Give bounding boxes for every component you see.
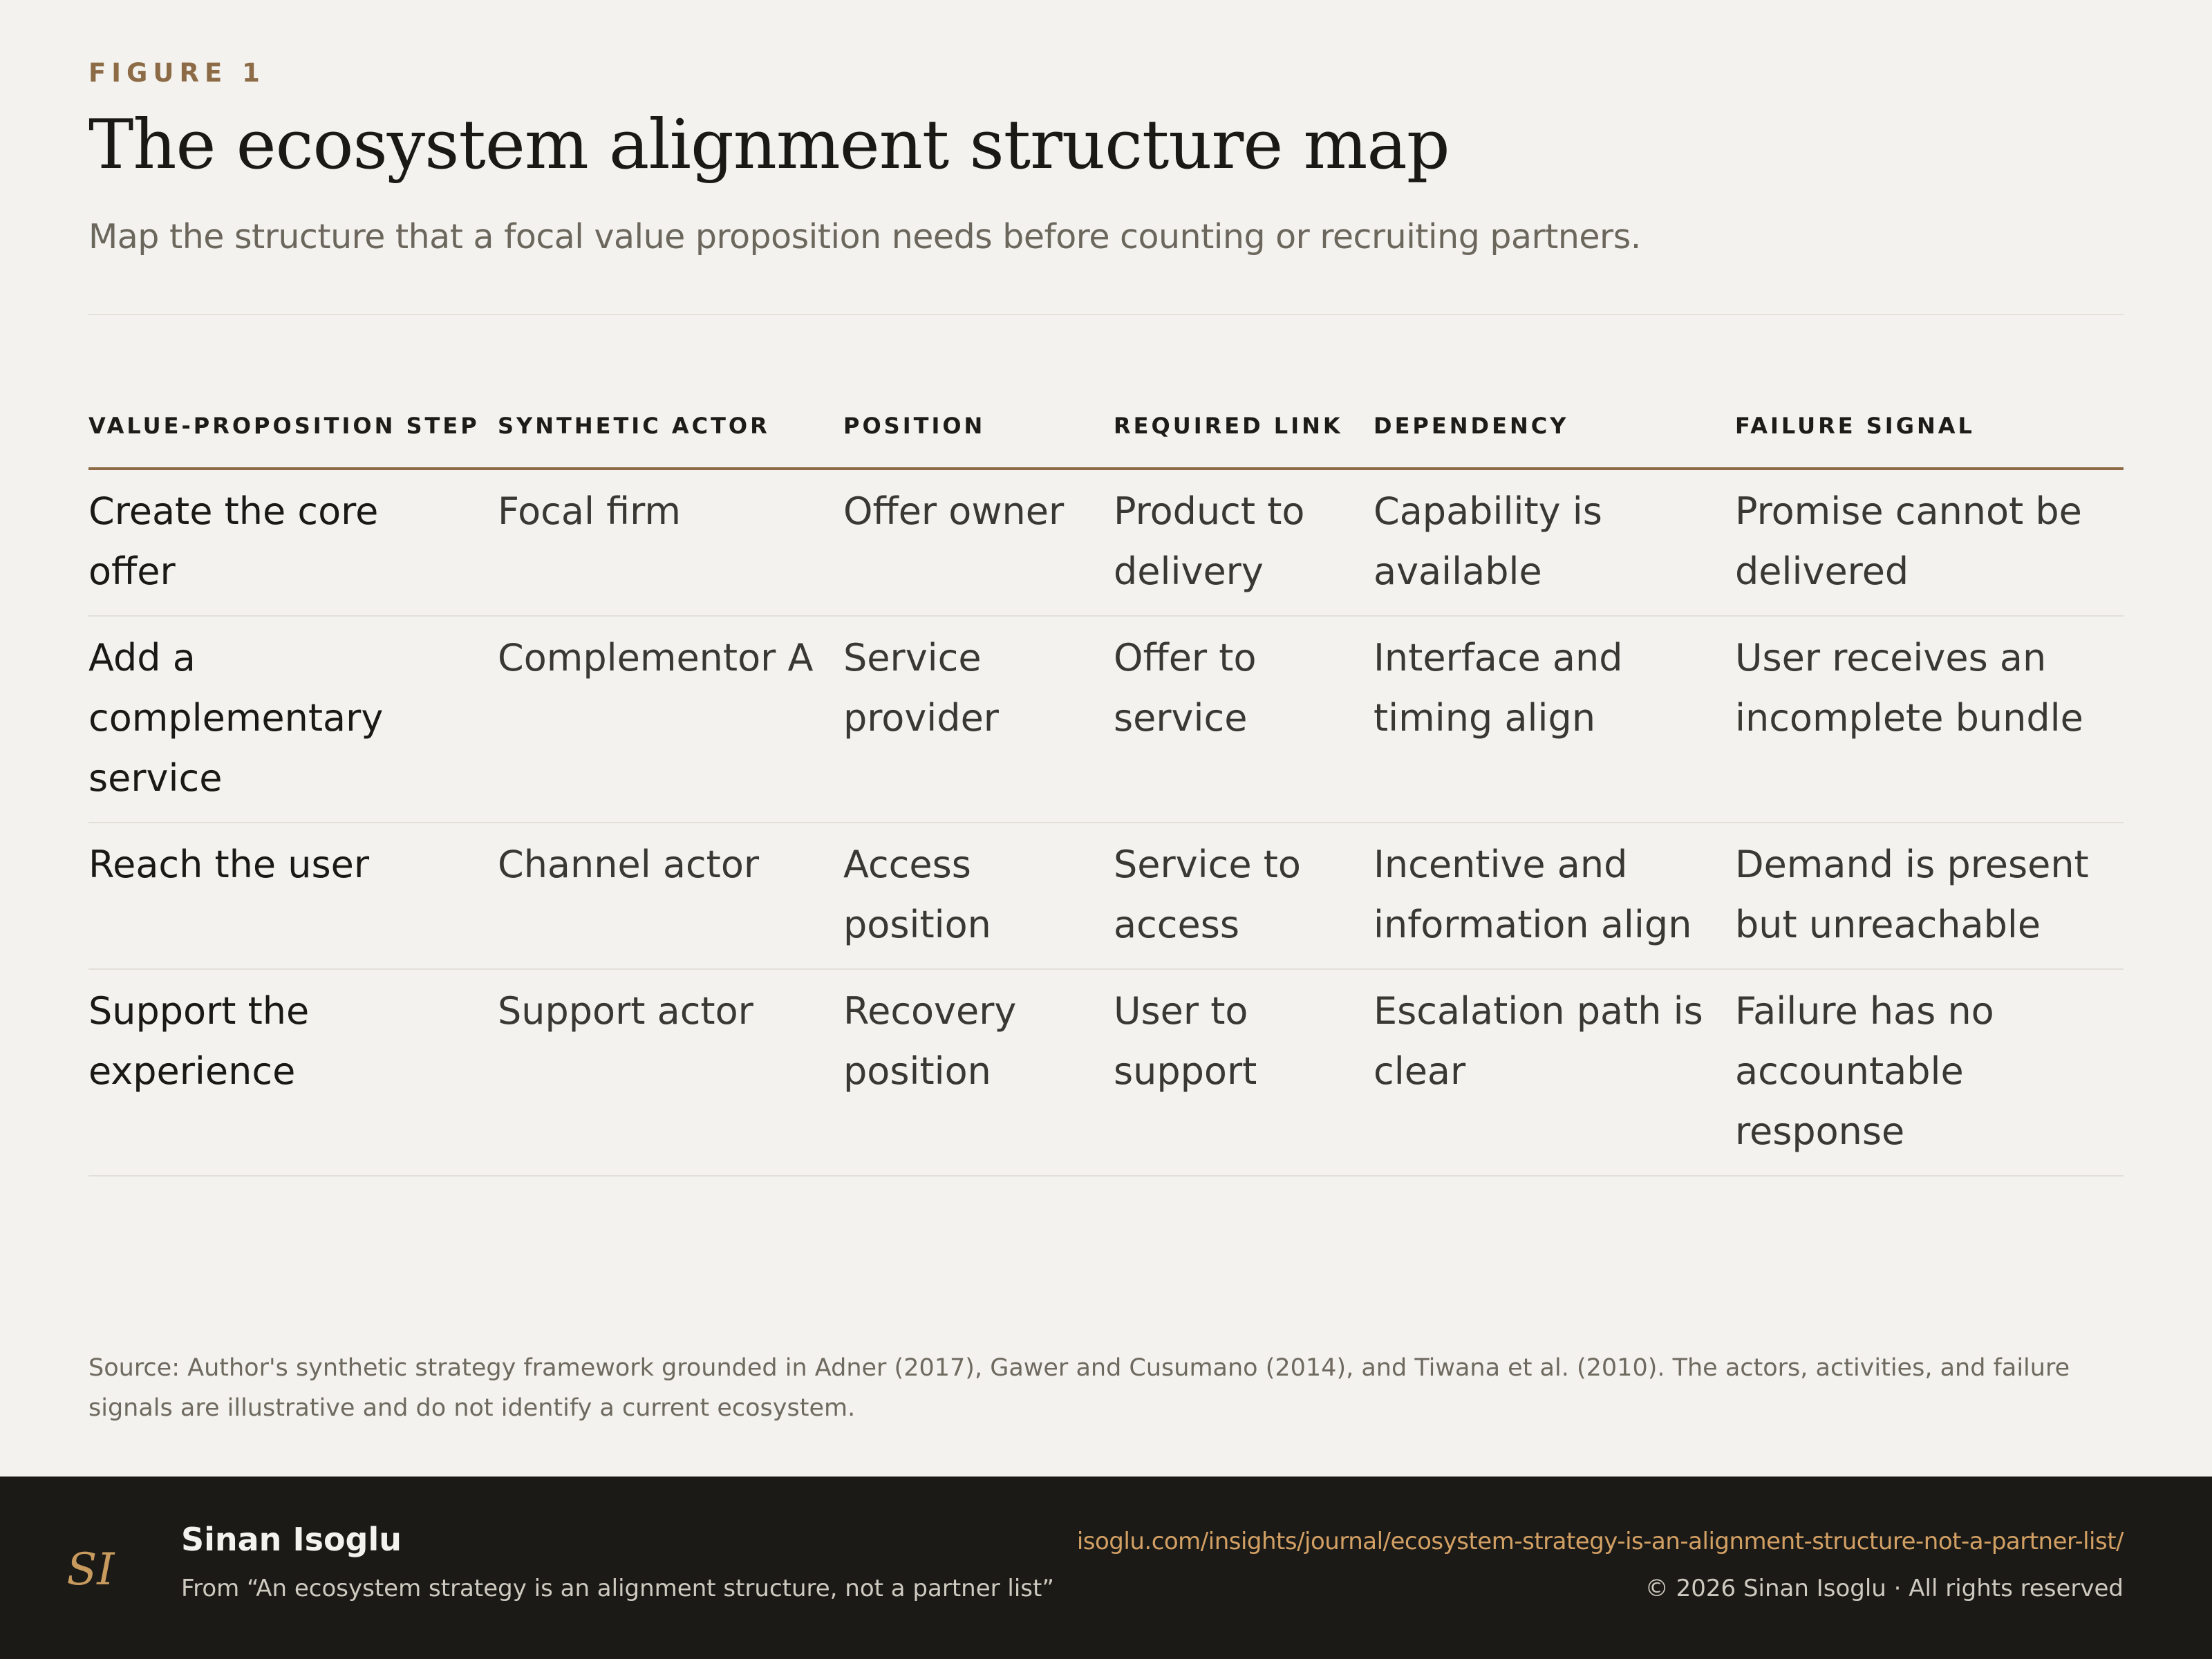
cell-position: Recovery position bbox=[843, 969, 1114, 1176]
column-header-position: POSITION bbox=[843, 408, 1114, 469]
cell-dependency: Capability is available bbox=[1374, 469, 1735, 616]
article-url-link[interactable]: isoglu.com/insights/journal/ecosystem-strategy-is-an-alignment-structure-not-a-partner-list/ bbox=[1076, 1528, 2124, 1555]
source-note: Source: Author's synthetic strategy framework grounded in Adner (2017), Gawer and Cusumano (2014), and Tiwana et al. (2010). The actors, activities, and failure signals are illustrative and do not identify a current ecosystem. bbox=[88, 1354, 2070, 1422]
figure-subtitle: Map the structure that a focal value proposition needs before counting or recruiting partners. bbox=[88, 217, 1641, 256]
figure-kicker: FIGURE 1 bbox=[88, 58, 265, 88]
cell-step: Reach the user bbox=[88, 823, 498, 969]
cell-failure-signal: Failure has no accountable response bbox=[1735, 969, 2124, 1176]
column-header-synthetic-actor: SYNTHETIC ACTOR bbox=[498, 408, 843, 469]
cell-failure-signal: Promise cannot be delivered bbox=[1735, 469, 2124, 616]
cell-position: Offer owner bbox=[843, 469, 1114, 616]
cell-dependency: Interface and timing align bbox=[1374, 616, 1735, 823]
column-header-dependency: DEPENDENCY bbox=[1374, 408, 1735, 469]
table-row bbox=[88, 616, 2124, 823]
cell-position: Service provider bbox=[843, 616, 1114, 823]
column-header-value-proposition-step: VALUE-PROPOSITION STEP bbox=[88, 408, 498, 469]
cell-actor: Channel actor bbox=[498, 823, 843, 969]
table-row bbox=[88, 969, 2124, 1176]
figure-title: The ecosystem alignment structure map bbox=[88, 106, 1450, 185]
cell-actor: Support actor bbox=[498, 969, 843, 1176]
alignment-structure-table bbox=[88, 408, 2124, 1177]
logo-monogram-text: SI bbox=[66, 1544, 115, 1595]
table-row bbox=[88, 823, 2124, 969]
cell-step: Add a complementary service bbox=[88, 616, 498, 823]
cell-required-link: Product to delivery bbox=[1114, 469, 1374, 616]
cell-actor: Complementor A bbox=[498, 616, 843, 823]
author-name: Sinan Isoglu bbox=[181, 1521, 402, 1558]
cell-position: Access position bbox=[843, 823, 1114, 969]
cell-required-link: Offer to service bbox=[1114, 616, 1374, 823]
cell-actor: Focal firm bbox=[498, 469, 843, 616]
article-reference: From “An ecosystem strategy is an alignment structure, not a partner list” bbox=[181, 1575, 1054, 1602]
cell-dependency: Incentive and information align bbox=[1374, 823, 1735, 969]
footer bbox=[0, 1477, 2212, 1659]
monogram-logo bbox=[64, 1539, 118, 1601]
cell-step: Create the core offer bbox=[88, 469, 498, 616]
cell-failure-signal: Demand is present but unreachable bbox=[1735, 823, 2124, 969]
column-header-required-link: REQUIRED LINK bbox=[1114, 408, 1374, 469]
divider bbox=[88, 314, 2124, 315]
cell-step: Support the experience bbox=[88, 969, 498, 1176]
cell-dependency: Escalation path is clear bbox=[1374, 969, 1735, 1176]
cell-required-link: User to support bbox=[1114, 969, 1374, 1176]
cell-required-link: Service to access bbox=[1114, 823, 1374, 969]
table-row bbox=[88, 469, 2124, 616]
cell-failure-signal: User receives an incomplete bundle bbox=[1735, 616, 2124, 823]
table-header-row bbox=[88, 408, 2124, 469]
column-header-failure-signal: FAILURE SIGNAL bbox=[1735, 408, 2124, 469]
copyright-notice: © 2026 Sinan Isoglu · All rights reserved bbox=[1644, 1575, 2124, 1602]
